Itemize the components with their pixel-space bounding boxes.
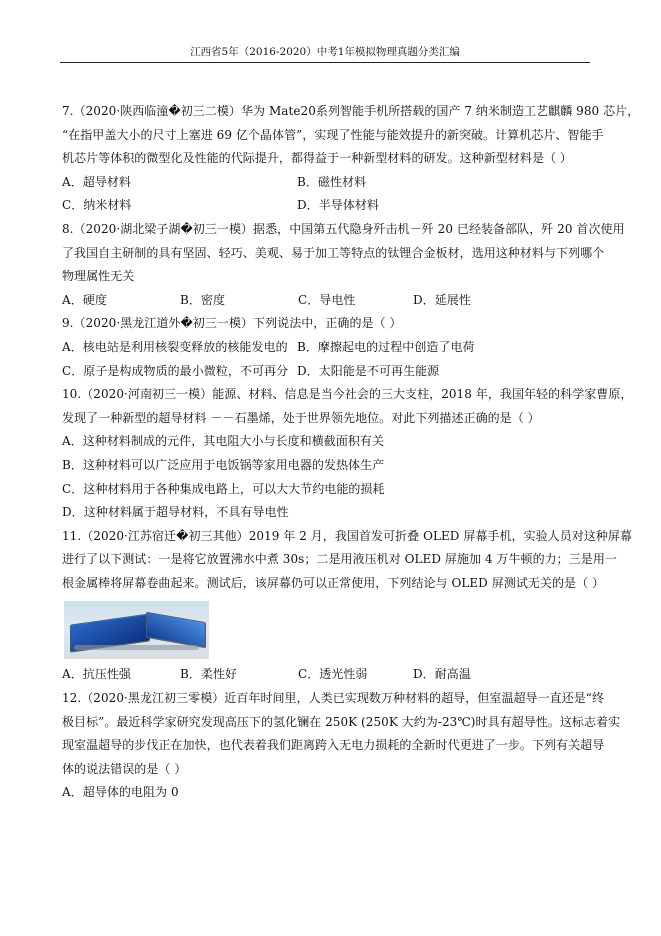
question-text-line: 8.（2020·湖北梁子湖�初三一模）据悉，中国第五代隐身歼击机－歼 20 已经装备部队，歼 20 首次使用	[62, 221, 625, 236]
question-text-line: “在指甲盖大小的尺寸上塞进 69 亿个晶体管”，实现了性能与能效提升的新突破。计算机芯片、智能手	[62, 127, 604, 142]
question-text-line: 发现了一种新型的超导材料 －－石墨烯，处于世界领先地位。对此下列描述正确的是（ ）	[62, 410, 540, 425]
question-12	[62, 687, 621, 805]
option-b[interactable]: B．密度	[180, 292, 226, 307]
option-a[interactable]: A．这种材料制成的元件，其电阻大小与长度和横截面积有关	[62, 434, 385, 449]
question-text-line: 物理属性无关	[62, 269, 135, 284]
question-text-line: 极目标”。最近科学家研究发现高压下的氢化镧在 250K (250K 大约为-23℃)时具有超导性。这标志着实	[62, 714, 621, 729]
option-d[interactable]: D．半导体材料	[297, 198, 379, 213]
question-7	[62, 100, 640, 218]
question-text-line: 现室温超导的步伐正在加快，也代表着我们距离跨入无电力损耗的全新时代更进了一步。下列有关超导	[62, 738, 605, 753]
question-list	[62, 100, 640, 805]
options-row	[62, 663, 590, 687]
question-text-line: 根金属棒将屏幕卷曲起来。测试后，该屏幕仍可以正常使用，下列结论与 OLED 屏测试无关的是（ ）	[62, 575, 605, 590]
option-a[interactable]: A．超导材料	[62, 174, 131, 189]
question-text-line: 9.（2020·黑龙江道外�初三一模）下列说法中，正确的是（ ）	[62, 316, 402, 331]
options-row	[62, 360, 590, 384]
option-a[interactable]: A．抗压性强	[62, 667, 131, 682]
option-d[interactable]: D．太阳能是不可再生能源	[297, 363, 440, 378]
question-text-line: 7.（2020·陕西临潼�初三二模）华为 Mate20系列智能手机所搭载的国产 7 纳米制造工艺麒麟 980 芯片，	[62, 104, 640, 118]
options-row	[62, 289, 590, 313]
option-a[interactable]: A．超导体的电阻为 0	[62, 785, 179, 800]
options-row	[62, 336, 590, 360]
option-d[interactable]: D．延展性	[413, 292, 471, 307]
option-b[interactable]: B．柔性好	[180, 667, 238, 682]
option-b[interactable]: B．摩擦起电的过程中创造了电荷	[297, 339, 475, 354]
header-divider	[60, 62, 590, 63]
question-8	[62, 218, 625, 312]
option-b[interactable]: B．磁性材料	[297, 174, 367, 189]
question-9	[62, 312, 590, 383]
phone-shadow	[74, 645, 199, 650]
question-11	[62, 525, 633, 687]
question-10	[62, 383, 633, 525]
option-c[interactable]: C．纳米材料	[62, 198, 132, 213]
question-text-line: 了我国自主研制的具有坚固、轻巧、美观、易于加工等特点的钛锂合金板材，选用这种材料与下列哪个	[62, 245, 605, 260]
option-d[interactable]: D．这种材料属于超导材料，不具有导电性	[62, 505, 289, 520]
option-a[interactable]: A．硬度	[62, 292, 107, 307]
question-text-line: 进行了以下测试：一是将它放置沸水中煮 30s；二是用液压机对 OLED 屏施加 4 万牛顿的力；三是用一	[62, 552, 617, 567]
option-a[interactable]: A．核电站是利用核裂变释放的核能发电的	[62, 339, 288, 354]
question-text-line: 10.（2020·河南初三一模）能源、材料、信息是当今社会的三大支柱，2018 年，我国年轻的科学家曹原，	[62, 387, 633, 402]
options-row	[62, 194, 590, 218]
question-text-line: 11.（2020·江苏宿迁�初三其他）2019 年 2 月，我国首发可折叠 OLED 屏幕手机，实验人员对这种屏幕	[62, 528, 633, 543]
phone-screen-right	[146, 612, 206, 649]
page-header: 江西省5年（2016-2020）中考1年模拟物理真题分类汇编	[190, 46, 460, 58]
option-c[interactable]: C．这种材料用于各种集成电路上，可以大大节约电能的损耗	[62, 481, 385, 496]
option-b[interactable]: B．这种材料可以广泛应用于电饭锅等家用电器的发热体生产	[62, 457, 385, 472]
question-text-line: 机芯片等体积的微型化及性能的代际提升，都得益于一种新型材料的研发。这种新型材料是（ ）	[62, 151, 572, 166]
question-text-line: 体的说法错误的是（ ）	[62, 761, 187, 776]
option-d[interactable]: D．耐高温	[413, 667, 471, 682]
foldable-phone-image	[64, 601, 209, 659]
question-text-line: 12.（2020·黑龙江初三零模）近百年时间里，人类已实现数万种材料的超导，但室温超导一直还是“终	[62, 691, 605, 706]
option-c[interactable]: C．透光性弱	[298, 667, 368, 682]
options-row	[62, 171, 590, 195]
option-c[interactable]: C．原子是构成物质的最小微粒，不可再分	[62, 363, 289, 378]
option-c[interactable]: C．导电性	[298, 292, 356, 307]
